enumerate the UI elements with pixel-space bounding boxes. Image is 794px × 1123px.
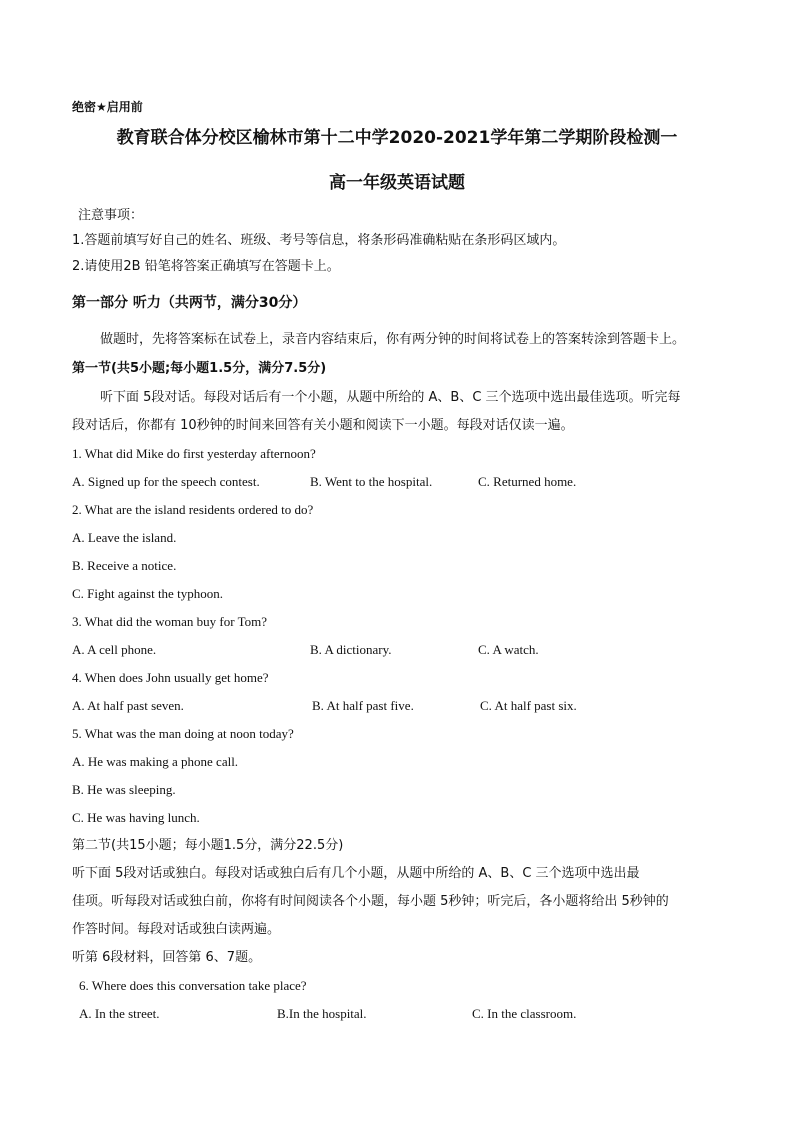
exam-subtitle: 高一年级英语试题 <box>329 173 465 193</box>
section1-heading: 第一节(共5小题;每小题1.5分，满分7.5分) <box>72 361 327 376</box>
option-b: B. He was sleeping. <box>72 782 176 797</box>
option-c: C. Fight against the typhoon. <box>72 586 223 601</box>
option-b: B. A dictionary. <box>310 642 392 657</box>
option-a: A. Leave the island. <box>72 530 177 545</box>
part1-heading: 第一部分 听力（共两节，满分30分） <box>72 295 307 311</box>
question-2: 2. What are the island residents ordered to do? <box>72 502 314 517</box>
option-a: A. He was making a phone call. <box>72 754 239 769</box>
notice-heading: 注意事项： <box>78 208 144 223</box>
option-c: C. A watch. <box>478 642 539 657</box>
notice-item-1: 1.答题前填写好自己的姓名、班级、考号等信息，将条形码准确粘贴在条形码区域内。 <box>72 233 566 248</box>
option-b: B.In the hospital. <box>277 1006 367 1021</box>
section2-intro-line1: 听下面 5段对话或独白。每段对话或独白后有几个小题，从题中所给的 A、B、C 三个选项中选出最 <box>72 866 640 881</box>
question-4: 4. When does John usually get home? <box>72 670 269 685</box>
section2-intro-line3: 作答时间。每段对话或独白读两遍。 <box>72 922 281 937</box>
confidential-label: 绝密★启用前 <box>72 100 143 114</box>
question-1: 1. What did Mike do first yesterday afternoon? <box>72 446 316 461</box>
section2-heading: 第二节(共15小题；每小题1.5分，满分22.5分) <box>72 838 344 853</box>
option-b: B. Went to the hospital. <box>310 474 433 489</box>
question-6: 6. Where does this conversation take place? <box>79 978 307 993</box>
question-5: 5. What was the man doing at noon today? <box>72 726 294 741</box>
exam-title: 教育联合体分校区榆林市第十二中学2020-2021学年第二学期阶段检测一 <box>116 128 678 148</box>
option-c: C. In the classroom. <box>472 1006 577 1021</box>
part1-intro: 做题时，先将答案标在试卷上，录音内容结束后，你有两分钟的时间将试卷上的答案转涂到答题卡上。 <box>100 332 686 347</box>
notice-item-2: 2.请使用2B 铅笔将答案正确填写在答题卡上。 <box>72 259 340 274</box>
option-a: A. In the street. <box>79 1006 160 1021</box>
section2-intro-line2: 佳项。听每段对话或独白前，你将有时间阅读各个小题，每小题 5秒钟；听完后，各小题将给出 5秒钟的 <box>72 894 669 909</box>
option-a: A. At half past seven. <box>72 698 184 713</box>
material-instruction: 听第 6段材料，回答第 6、7题。 <box>72 950 262 965</box>
option-c: C. Returned home. <box>478 474 577 489</box>
option-b: B. Receive a notice. <box>72 558 177 573</box>
section1-intro-line1: 听下面 5段对话。每段对话后有一个小题，从题中所给的 A、B、C 三个选项中选出最佳选项。听完每 <box>100 390 681 405</box>
section1-intro-line2: 段对话后，你都有 10秒钟的时间来回答有关小题和阅读下一小题。每段对话仅读一遍。 <box>72 418 574 433</box>
option-c: C. At half past six. <box>480 698 577 713</box>
question-3: 3. What did the woman buy for Tom? <box>72 614 268 629</box>
option-c: C. He was having lunch. <box>72 810 200 825</box>
option-b: B. At half past five. <box>312 698 414 713</box>
option-a: A. A cell phone. <box>72 642 157 657</box>
option-a: A. Signed up for the speech contest. <box>72 474 260 489</box>
